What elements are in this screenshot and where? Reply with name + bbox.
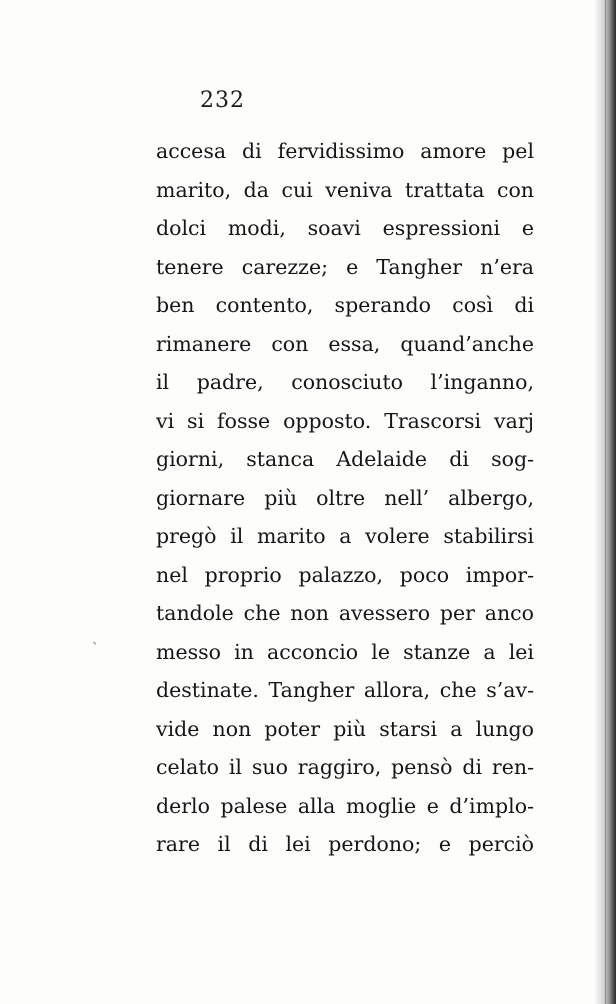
text-line: rare il di lei perdono; e perciò bbox=[156, 832, 534, 856]
text-line: celato il suo raggiro, pensò di ren- bbox=[156, 755, 534, 779]
text-line: ben contento, sperando così di bbox=[156, 293, 534, 317]
page-edge-line bbox=[605, 0, 606, 1004]
page-number: 232 bbox=[200, 88, 245, 113]
text-line: dolci modi, soavi espressioni e bbox=[156, 216, 534, 240]
text-line: pregò il marito a volere stabilirsi bbox=[156, 524, 534, 548]
text-line: vi si fosse opposto. Trascorsi varj bbox=[156, 408, 534, 433]
text-line: derlo palese alla moglie e d’implo- bbox=[156, 793, 534, 818]
text-line: accesa di fervidissimo amore pel bbox=[156, 139, 534, 163]
text-line: vide non poter più starsi a lungo bbox=[156, 716, 534, 741]
text-line: destinate. Tangher allora, che s’av- bbox=[156, 678, 534, 702]
text-line: tenere carezze; e Tangher n’era bbox=[156, 254, 534, 279]
text-line: marito, da cui veniva trattata con bbox=[156, 177, 534, 202]
text-line: nel proprio palazzo, poco impor- bbox=[156, 562, 534, 587]
ink-mark: ˌ bbox=[85, 632, 99, 648]
text-line: giornare più oltre nell’ albergo, bbox=[156, 485, 534, 510]
text-line: tandole che non avessero per anco bbox=[156, 601, 534, 625]
text-line: il padre, conosciuto l’inganno, bbox=[156, 370, 534, 394]
text-line: giorni, stanca Adelaide di sog- bbox=[156, 447, 534, 471]
body-text bbox=[156, 132, 534, 864]
text-line: messo in acconcio le stanze a lei bbox=[156, 639, 534, 664]
text-line: rimanere con essa, quand’anche bbox=[156, 331, 534, 356]
